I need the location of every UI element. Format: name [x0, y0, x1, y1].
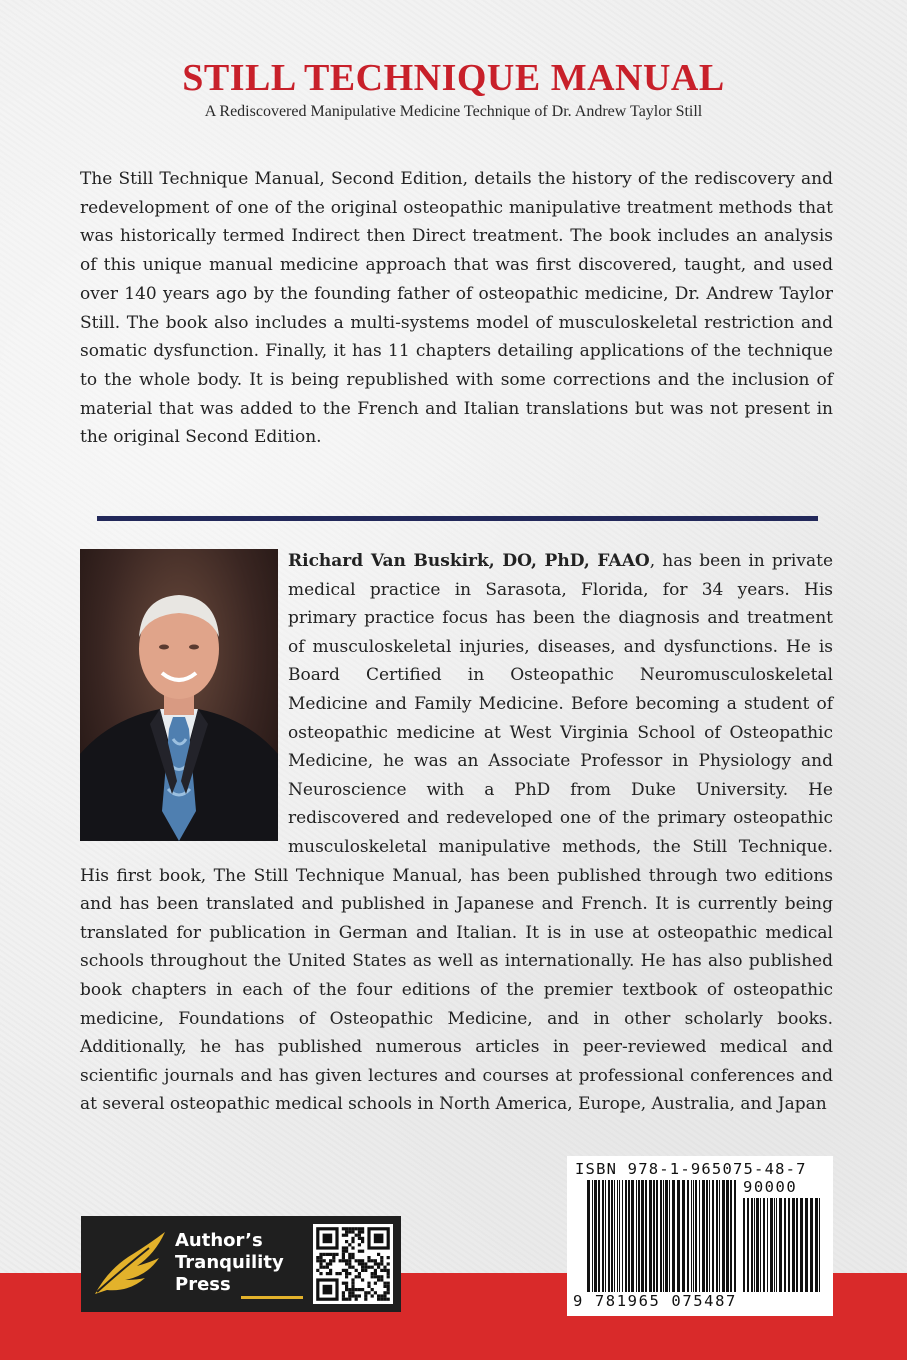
author-bio-text: , has been in private medical practice in Sarasota, Florida, for 34 years. His primary practice focus has been the diagnosis and treatment of musculoskeletal injuries, diseases, and dysfunctions. He is Board Certified in Osteopathic Neuromusculoskeletal Medicine and Family Medicine. Before becoming a student of osteopathic medicine at West Virginia School of Osteopathic Medicine, he was an Associate Professor in Physiology and Neuroscience with a PhD from Duke University. He rediscovered and redeveloped one of the primary osteopathic musculoskeletal manipulative methods, the Still Technique. His first book, The Still Technique Manual, has been published through two editions and has been translated and published in Japanese and French. It is currently being translated for publication in German and Italian. It is in use at osteopathic medical schools throughout the United States as well as internationally. He has also published book chapters in each of the four editions of the premier textbook of osteopathic medicine, Foundations of Osteopathic Medicine, and in other scholarly books. Additionally, he has published numerous articles in peer-reviewed medical and scientific journals and has given lectures and courses at professional conferences and at several osteopathic medical schools in North America, Europe, Australia, and Japan — [80, 551, 834, 1115]
publisher-underline — [241, 1296, 303, 1299]
publisher-name-line-3: Press — [175, 1274, 231, 1295]
ean-barcode-bars — [587, 1180, 737, 1292]
author-photo — [80, 549, 278, 841]
qr-code[interactable] — [313, 1224, 393, 1304]
isbn-barcode — [567, 1156, 833, 1316]
feather-wing-icon — [89, 1228, 169, 1300]
book-title: STILL TECHNIQUE MANUAL — [182, 57, 725, 99]
price-addon-label: 90000 — [743, 1178, 798, 1196]
publisher-name-line-1: Author’s — [175, 1230, 263, 1251]
addon-barcode-bars — [743, 1198, 821, 1292]
isbn-label: ISBN 978-1-965075-48-7 — [575, 1160, 807, 1178]
ean-number-label: 9 781965 075487 — [573, 1292, 737, 1310]
book-description: The Still Technique Manual, Second Edition, details the history of the rediscovery and redevelopment of one of the original osteopathic manipulative treatment methods that was historically termed Indirect then Direct treatment. The book includes an analysis of this unique manual medicine approach that was first discovered, taught, and used over 140 years ago by the founding father of osteopathic medicine, Dr. Andrew Taylor Still. The book also includes a multi-systems model of musculoskeletal restriction and somatic dysfunction. Finally, it has 11 chapters detailing applications of the technique to the whole body. It is being republished with some corrections and the inclusion of material that was added to the French and Italian translations but was not present in the original Second Edition. — [80, 169, 833, 448]
section-divider — [97, 516, 818, 521]
author-name: Richard Van Buskirk, DO, PhD, FAAO — [288, 551, 650, 571]
author-bio-section — [80, 547, 833, 1119]
publisher-logo-block — [81, 1216, 401, 1312]
book-subtitle: A Rediscovered Manipulative Medicine Technique of Dr. Andrew Taylor Still — [204, 103, 703, 120]
publisher-name — [175, 1230, 309, 1296]
publisher-name-line-2: Tranquility — [175, 1252, 284, 1273]
